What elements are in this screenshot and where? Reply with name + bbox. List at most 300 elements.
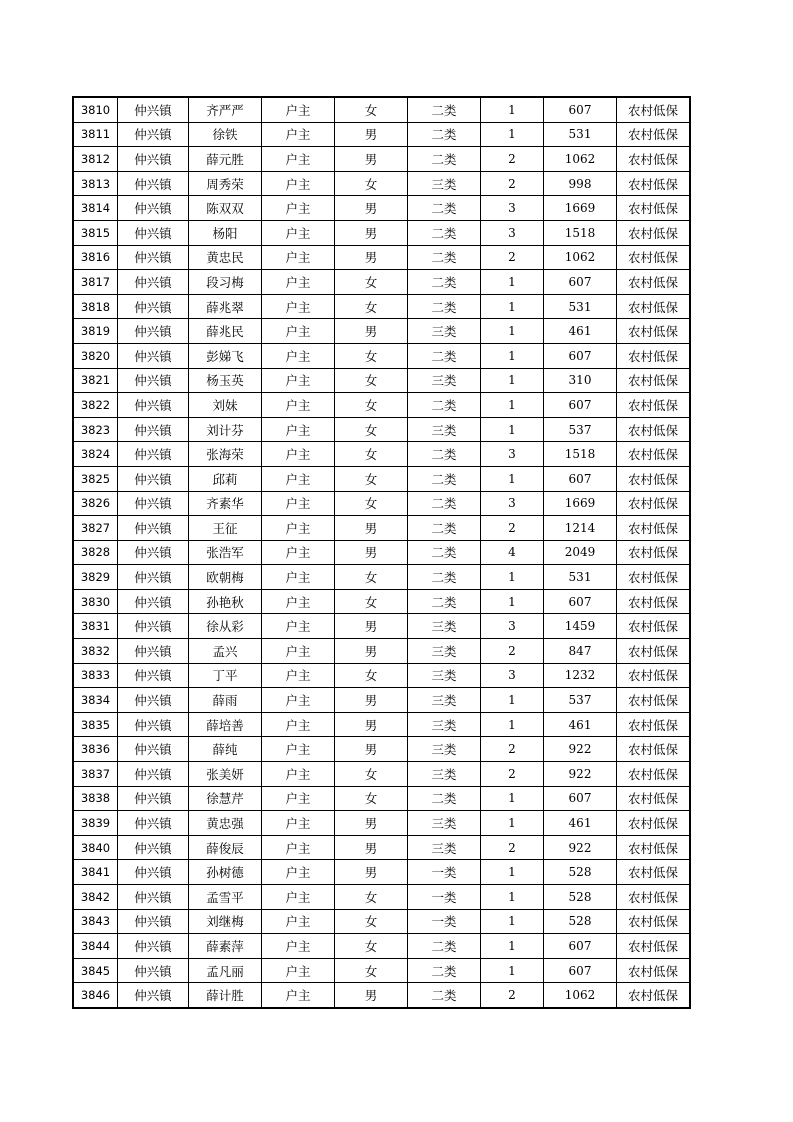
cell-gender: 男 [335, 983, 408, 1008]
cell-count: 3 [481, 442, 544, 467]
cell-role: 户主 [262, 565, 335, 590]
cell-amount: 847 [544, 639, 617, 664]
cell-role: 户主 [262, 466, 335, 491]
cell-town: 仲兴镇 [118, 417, 189, 442]
cell-role: 户主 [262, 614, 335, 639]
cell-type: 农村低保 [617, 516, 691, 541]
cell-id: 3839 [73, 811, 118, 836]
cell-town: 仲兴镇 [118, 466, 189, 491]
cell-category: 二类 [408, 565, 481, 590]
cell-category: 三类 [408, 811, 481, 836]
cell-amount: 528 [544, 885, 617, 910]
cell-id: 3821 [73, 368, 118, 393]
table-row [73, 343, 690, 368]
cell-gender: 男 [335, 639, 408, 664]
cell-count: 1 [481, 393, 544, 418]
cell-town: 仲兴镇 [118, 540, 189, 565]
cell-role: 户主 [262, 319, 335, 344]
cell-name: 薛素萍 [189, 934, 262, 959]
cell-role: 户主 [262, 196, 335, 221]
cell-amount: 1232 [544, 663, 617, 688]
cell-count: 1 [481, 294, 544, 319]
cell-gender: 女 [335, 97, 408, 122]
cell-type: 农村低保 [617, 491, 691, 516]
cell-id: 3819 [73, 319, 118, 344]
cell-type: 农村低保 [617, 639, 691, 664]
cell-id: 3825 [73, 466, 118, 491]
cell-id: 3830 [73, 589, 118, 614]
table-row [73, 885, 690, 910]
cell-category: 二类 [408, 122, 481, 147]
cell-name: 丁平 [189, 663, 262, 688]
cell-role: 户主 [262, 97, 335, 122]
table-row [73, 220, 690, 245]
cell-amount: 1062 [544, 245, 617, 270]
cell-category: 二类 [408, 147, 481, 172]
cell-category: 二类 [408, 343, 481, 368]
cell-gender: 女 [335, 466, 408, 491]
cell-count: 1 [481, 958, 544, 983]
cell-town: 仲兴镇 [118, 688, 189, 713]
cell-category: 二类 [408, 934, 481, 959]
cell-town: 仲兴镇 [118, 614, 189, 639]
cell-role: 户主 [262, 712, 335, 737]
cell-category: 二类 [408, 466, 481, 491]
cell-id: 3822 [73, 393, 118, 418]
cell-gender: 男 [335, 712, 408, 737]
cell-role: 户主 [262, 122, 335, 147]
cell-id: 3837 [73, 762, 118, 787]
cell-town: 仲兴镇 [118, 565, 189, 590]
cell-type: 农村低保 [617, 122, 691, 147]
table-row [73, 270, 690, 295]
cell-id: 3813 [73, 171, 118, 196]
cell-id: 3842 [73, 885, 118, 910]
cell-role: 户主 [262, 343, 335, 368]
cell-gender: 女 [335, 491, 408, 516]
cell-gender: 女 [335, 171, 408, 196]
cell-type: 农村低保 [617, 712, 691, 737]
cell-id: 3843 [73, 909, 118, 934]
table-row [73, 319, 690, 344]
cell-role: 户主 [262, 589, 335, 614]
cell-name: 刘继梅 [189, 909, 262, 934]
cell-town: 仲兴镇 [118, 762, 189, 787]
cell-role: 户主 [262, 639, 335, 664]
cell-category: 二类 [408, 270, 481, 295]
cell-gender: 男 [335, 122, 408, 147]
cell-amount: 537 [544, 417, 617, 442]
cell-category: 三类 [408, 319, 481, 344]
cell-role: 户主 [262, 368, 335, 393]
cell-amount: 461 [544, 712, 617, 737]
cell-gender: 男 [335, 811, 408, 836]
cell-gender: 女 [335, 368, 408, 393]
table-row [73, 663, 690, 688]
cell-count: 1 [481, 860, 544, 885]
cell-category: 二类 [408, 958, 481, 983]
cell-name: 徐慧芹 [189, 786, 262, 811]
cell-count: 1 [481, 885, 544, 910]
cell-gender: 男 [335, 540, 408, 565]
cell-category: 一类 [408, 885, 481, 910]
cell-town: 仲兴镇 [118, 737, 189, 762]
table-row [73, 196, 690, 221]
cell-count: 2 [481, 147, 544, 172]
cell-role: 户主 [262, 958, 335, 983]
cell-name: 王征 [189, 516, 262, 541]
cell-name: 薛兆民 [189, 319, 262, 344]
cell-amount: 922 [544, 835, 617, 860]
cell-id: 3818 [73, 294, 118, 319]
cell-category: 二类 [408, 491, 481, 516]
cell-count: 3 [481, 663, 544, 688]
cell-type: 农村低保 [617, 245, 691, 270]
cell-category: 二类 [408, 516, 481, 541]
cell-gender: 男 [335, 737, 408, 762]
cell-type: 农村低保 [617, 368, 691, 393]
cell-type: 农村低保 [617, 909, 691, 934]
cell-category: 一类 [408, 860, 481, 885]
cell-id: 3834 [73, 688, 118, 713]
table-row [73, 294, 690, 319]
cell-type: 农村低保 [617, 786, 691, 811]
cell-role: 户主 [262, 491, 335, 516]
cell-category: 三类 [408, 171, 481, 196]
cell-name: 彭娣飞 [189, 343, 262, 368]
cell-role: 户主 [262, 442, 335, 467]
cell-type: 农村低保 [617, 147, 691, 172]
cell-gender: 女 [335, 589, 408, 614]
cell-id: 3811 [73, 122, 118, 147]
cell-id: 3820 [73, 343, 118, 368]
cell-amount: 531 [544, 294, 617, 319]
cell-gender: 男 [335, 147, 408, 172]
cell-gender: 女 [335, 663, 408, 688]
cell-type: 农村低保 [617, 565, 691, 590]
cell-role: 户主 [262, 688, 335, 713]
cell-name: 张美妍 [189, 762, 262, 787]
cell-gender: 男 [335, 516, 408, 541]
cell-gender: 女 [335, 565, 408, 590]
cell-town: 仲兴镇 [118, 589, 189, 614]
cell-category: 三类 [408, 368, 481, 393]
cell-name: 周秀荣 [189, 171, 262, 196]
cell-count: 3 [481, 614, 544, 639]
cell-amount: 1518 [544, 442, 617, 467]
cell-gender: 女 [335, 393, 408, 418]
cell-id: 3814 [73, 196, 118, 221]
cell-count: 1 [481, 319, 544, 344]
cell-category: 三类 [408, 762, 481, 787]
cell-count: 1 [481, 466, 544, 491]
cell-amount: 1062 [544, 983, 617, 1008]
cell-role: 户主 [262, 220, 335, 245]
cell-amount: 528 [544, 909, 617, 934]
cell-amount: 998 [544, 171, 617, 196]
cell-count: 2 [481, 737, 544, 762]
cell-type: 农村低保 [617, 835, 691, 860]
cell-name: 黄忠强 [189, 811, 262, 836]
cell-amount: 531 [544, 122, 617, 147]
cell-type: 农村低保 [617, 934, 691, 959]
cell-town: 仲兴镇 [118, 860, 189, 885]
cell-type: 农村低保 [617, 737, 691, 762]
cell-name: 孙艳秋 [189, 589, 262, 614]
cell-id: 3810 [73, 97, 118, 122]
cell-type: 农村低保 [617, 319, 691, 344]
cell-town: 仲兴镇 [118, 835, 189, 860]
cell-name: 陈双双 [189, 196, 262, 221]
cell-gender: 男 [335, 860, 408, 885]
cell-role: 户主 [262, 934, 335, 959]
cell-amount: 531 [544, 565, 617, 590]
cell-category: 三类 [408, 737, 481, 762]
cell-type: 农村低保 [617, 885, 691, 910]
table-row [73, 516, 690, 541]
cell-type: 农村低保 [617, 860, 691, 885]
cell-category: 三类 [408, 639, 481, 664]
cell-gender: 女 [335, 885, 408, 910]
cell-amount: 310 [544, 368, 617, 393]
cell-count: 1 [481, 786, 544, 811]
cell-town: 仲兴镇 [118, 516, 189, 541]
cell-gender: 男 [335, 614, 408, 639]
table-row [73, 639, 690, 664]
table-row [73, 368, 690, 393]
table-row [73, 442, 690, 467]
table-row [73, 958, 690, 983]
cell-name: 薛雨 [189, 688, 262, 713]
cell-id: 3817 [73, 270, 118, 295]
cell-name: 杨玉英 [189, 368, 262, 393]
cell-category: 二类 [408, 983, 481, 1008]
cell-name: 孟雪平 [189, 885, 262, 910]
cell-name: 刘计芬 [189, 417, 262, 442]
cell-name: 张浩军 [189, 540, 262, 565]
table-row [73, 737, 690, 762]
cell-town: 仲兴镇 [118, 196, 189, 221]
cell-role: 户主 [262, 860, 335, 885]
cell-name: 薛俊辰 [189, 835, 262, 860]
table-row [73, 147, 690, 172]
cell-amount: 607 [544, 97, 617, 122]
table-row [73, 934, 690, 959]
cell-count: 1 [481, 97, 544, 122]
cell-name: 齐严严 [189, 97, 262, 122]
table-row [73, 983, 690, 1008]
cell-type: 农村低保 [617, 958, 691, 983]
cell-role: 户主 [262, 270, 335, 295]
cell-role: 户主 [262, 294, 335, 319]
table-row [73, 688, 690, 713]
cell-count: 2 [481, 835, 544, 860]
cell-gender: 男 [335, 688, 408, 713]
welfare-table [72, 96, 691, 1009]
cell-name: 孙树德 [189, 860, 262, 885]
table-row [73, 466, 690, 491]
cell-count: 3 [481, 491, 544, 516]
cell-name: 段习梅 [189, 270, 262, 295]
cell-id: 3815 [73, 220, 118, 245]
cell-amount: 607 [544, 270, 617, 295]
cell-category: 二类 [408, 540, 481, 565]
cell-amount: 922 [544, 762, 617, 787]
cell-type: 农村低保 [617, 196, 691, 221]
cell-category: 二类 [408, 245, 481, 270]
cell-amount: 607 [544, 589, 617, 614]
cell-amount: 2049 [544, 540, 617, 565]
cell-role: 户主 [262, 663, 335, 688]
cell-name: 薛兆翠 [189, 294, 262, 319]
cell-gender: 女 [335, 958, 408, 983]
table-row [73, 245, 690, 270]
cell-amount: 1669 [544, 491, 617, 516]
cell-type: 农村低保 [617, 466, 691, 491]
cell-town: 仲兴镇 [118, 663, 189, 688]
cell-gender: 男 [335, 196, 408, 221]
cell-town: 仲兴镇 [118, 294, 189, 319]
cell-id: 3841 [73, 860, 118, 885]
cell-role: 户主 [262, 835, 335, 860]
cell-count: 1 [481, 712, 544, 737]
cell-town: 仲兴镇 [118, 343, 189, 368]
cell-town: 仲兴镇 [118, 122, 189, 147]
cell-town: 仲兴镇 [118, 245, 189, 270]
cell-role: 户主 [262, 909, 335, 934]
cell-count: 1 [481, 589, 544, 614]
cell-type: 农村低保 [617, 343, 691, 368]
cell-town: 仲兴镇 [118, 368, 189, 393]
cell-amount: 607 [544, 343, 617, 368]
cell-town: 仲兴镇 [118, 712, 189, 737]
table-row [73, 171, 690, 196]
cell-role: 户主 [262, 516, 335, 541]
cell-id: 3845 [73, 958, 118, 983]
cell-id: 3838 [73, 786, 118, 811]
cell-name: 欧朝梅 [189, 565, 262, 590]
cell-town: 仲兴镇 [118, 97, 189, 122]
cell-type: 农村低保 [617, 589, 691, 614]
cell-count: 1 [481, 368, 544, 393]
cell-amount: 607 [544, 786, 617, 811]
cell-name: 徐铁 [189, 122, 262, 147]
cell-amount: 461 [544, 811, 617, 836]
table-row [73, 614, 690, 639]
cell-count: 3 [481, 220, 544, 245]
cell-gender: 女 [335, 909, 408, 934]
cell-count: 1 [481, 688, 544, 713]
table-row [73, 565, 690, 590]
cell-name: 张海荣 [189, 442, 262, 467]
cell-town: 仲兴镇 [118, 393, 189, 418]
cell-town: 仲兴镇 [118, 270, 189, 295]
cell-name: 薛纯 [189, 737, 262, 762]
cell-role: 户主 [262, 762, 335, 787]
cell-count: 4 [481, 540, 544, 565]
cell-town: 仲兴镇 [118, 934, 189, 959]
cell-category: 三类 [408, 663, 481, 688]
cell-town: 仲兴镇 [118, 786, 189, 811]
cell-amount: 1459 [544, 614, 617, 639]
cell-gender: 女 [335, 762, 408, 787]
cell-gender: 男 [335, 220, 408, 245]
cell-id: 3827 [73, 516, 118, 541]
cell-count: 1 [481, 811, 544, 836]
cell-category: 三类 [408, 835, 481, 860]
cell-town: 仲兴镇 [118, 983, 189, 1008]
cell-role: 户主 [262, 983, 335, 1008]
cell-role: 户主 [262, 786, 335, 811]
table-body [73, 97, 690, 1008]
cell-role: 户主 [262, 417, 335, 442]
table-row [73, 491, 690, 516]
cell-category: 三类 [408, 712, 481, 737]
cell-category: 二类 [408, 589, 481, 614]
cell-gender: 男 [335, 319, 408, 344]
cell-town: 仲兴镇 [118, 909, 189, 934]
cell-amount: 461 [544, 319, 617, 344]
cell-role: 户主 [262, 885, 335, 910]
cell-amount: 607 [544, 958, 617, 983]
cell-type: 农村低保 [617, 171, 691, 196]
cell-town: 仲兴镇 [118, 220, 189, 245]
cell-amount: 607 [544, 393, 617, 418]
cell-id: 3824 [73, 442, 118, 467]
table-row [73, 811, 690, 836]
cell-amount: 1518 [544, 220, 617, 245]
cell-role: 户主 [262, 393, 335, 418]
cell-town: 仲兴镇 [118, 491, 189, 516]
cell-id: 3836 [73, 737, 118, 762]
cell-gender: 女 [335, 343, 408, 368]
cell-amount: 1214 [544, 516, 617, 541]
cell-name: 邱莉 [189, 466, 262, 491]
cell-count: 2 [481, 171, 544, 196]
cell-id: 3826 [73, 491, 118, 516]
cell-type: 农村低保 [617, 220, 691, 245]
table-row [73, 97, 690, 122]
cell-role: 户主 [262, 245, 335, 270]
cell-type: 农村低保 [617, 393, 691, 418]
cell-type: 农村低保 [617, 270, 691, 295]
cell-type: 农村低保 [617, 614, 691, 639]
cell-town: 仲兴镇 [118, 171, 189, 196]
cell-type: 农村低保 [617, 540, 691, 565]
cell-category: 二类 [408, 294, 481, 319]
cell-type: 农村低保 [617, 663, 691, 688]
table-row [73, 712, 690, 737]
cell-count: 3 [481, 196, 544, 221]
cell-name: 杨阳 [189, 220, 262, 245]
cell-count: 1 [481, 417, 544, 442]
cell-type: 农村低保 [617, 442, 691, 467]
cell-amount: 1669 [544, 196, 617, 221]
table-row [73, 909, 690, 934]
cell-type: 农村低保 [617, 762, 691, 787]
cell-id: 3816 [73, 245, 118, 270]
cell-gender: 男 [335, 835, 408, 860]
cell-amount: 528 [544, 860, 617, 885]
cell-type: 农村低保 [617, 811, 691, 836]
cell-category: 二类 [408, 97, 481, 122]
cell-role: 户主 [262, 147, 335, 172]
cell-id: 3831 [73, 614, 118, 639]
cell-category: 二类 [408, 393, 481, 418]
cell-name: 刘妹 [189, 393, 262, 418]
cell-count: 2 [481, 983, 544, 1008]
cell-name: 齐素华 [189, 491, 262, 516]
